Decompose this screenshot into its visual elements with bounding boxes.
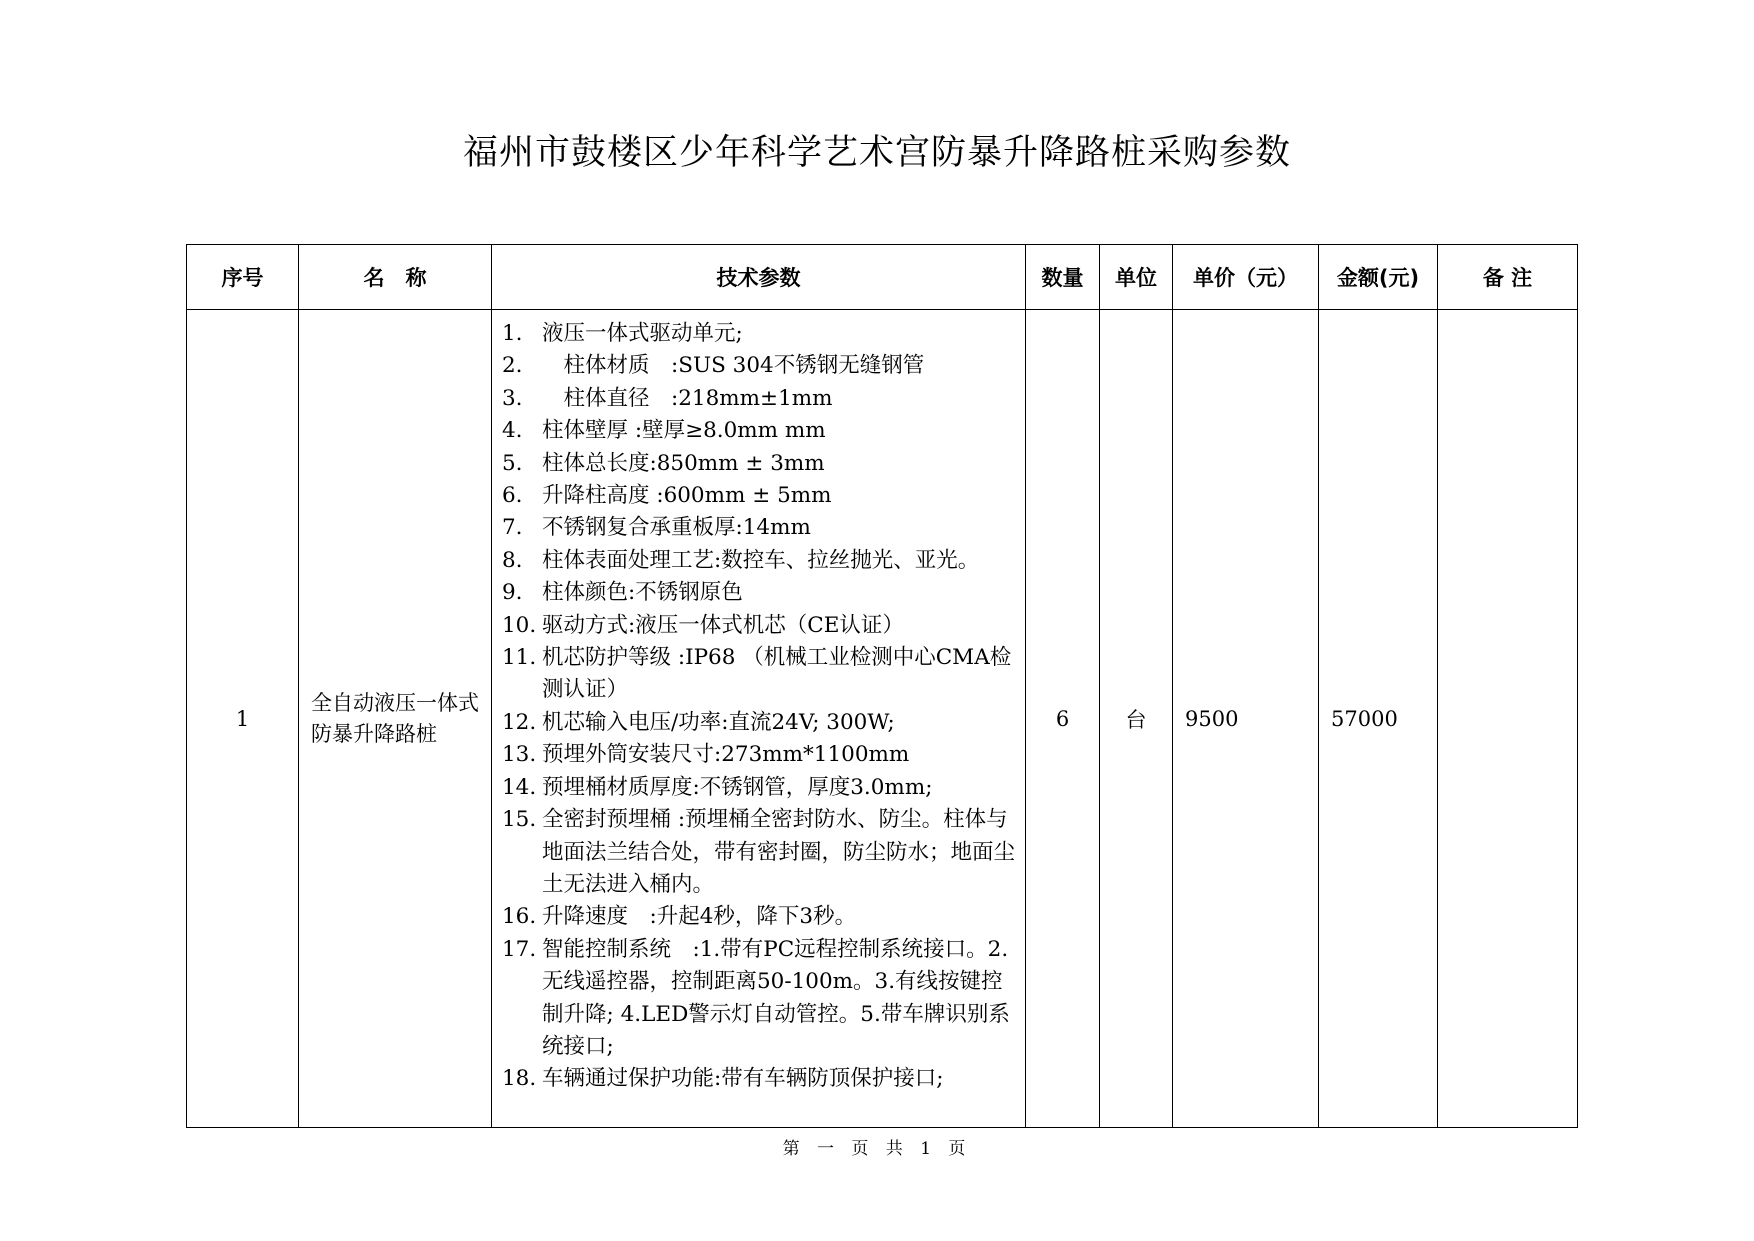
spec-item-number: 8. — [502, 547, 523, 573]
header-row — [187, 245, 1578, 310]
spec-item-text: 升降柱高度 :600mm ± 5mm — [542, 483, 832, 509]
spec-list — [502, 318, 1017, 1096]
spec-item-text: 不锈钢复合承重板厚:14mm — [542, 515, 811, 541]
spec-item-number: 17. — [502, 936, 537, 962]
spec-item — [502, 642, 1017, 707]
spec-item — [502, 772, 1017, 804]
spec-item-text: 驱动方式:液压一体式机芯（CE认证） — [542, 612, 904, 638]
header-amount: 金额(元) — [1319, 245, 1438, 310]
header-unit: 单位 — [1100, 245, 1173, 310]
row-spec-cell — [492, 310, 1026, 1128]
spec-item-text: 机芯输入电压/功率:直流24V; 300W; — [542, 709, 895, 735]
row-amount: 57000 — [1319, 310, 1438, 1128]
row-remark — [1438, 310, 1578, 1128]
spec-item-number: 5. — [502, 450, 523, 476]
row-quantity: 6 — [1026, 310, 1100, 1128]
spec-item — [502, 415, 1017, 447]
spec-item-text: 柱体总长度:850mm ± 3mm — [542, 450, 825, 476]
spec-item-number: 15. — [502, 807, 537, 833]
spec-item-number: 9. — [502, 580, 523, 606]
spec-item — [502, 901, 1017, 933]
header-spec: 技术参数 — [492, 245, 1026, 310]
spec-item-text: 升降速度 :升起4秒，降下3秒。 — [542, 904, 857, 930]
spec-item-number: 18. — [502, 1066, 537, 1092]
header-quantity: 数量 — [1026, 245, 1100, 310]
spec-item — [502, 707, 1017, 739]
spec-item-text: 柱体材质 :SUS 304不锈钢无缝钢管 — [542, 353, 925, 379]
header-unit-price: 单价（元） — [1173, 245, 1319, 310]
spec-item-text: 全密封预埋桶 :预埋桶全密封防水、防尘。柱体与地面法兰结合处，带有密封圈，防尘防水；地面尘土无法进入桶内。 — [542, 807, 1016, 897]
spec-item — [502, 739, 1017, 771]
spec-item-number: 11. — [502, 645, 537, 671]
spec-item-number: 14. — [502, 774, 537, 800]
spec-item — [502, 318, 1017, 350]
spec-item — [502, 383, 1017, 415]
spec-item-number: 7. — [502, 515, 523, 541]
spec-item-text: 预埋外筒安装尺寸:273mm*1100mm — [542, 742, 910, 768]
spec-item — [502, 512, 1017, 544]
table-header — [187, 245, 1578, 310]
spec-item-text: 柱体直径 :218mm±1mm — [542, 385, 833, 411]
spec-item-number: 1. — [502, 321, 523, 346]
spec-item-number: 6. — [502, 483, 523, 509]
spec-item-number: 16. — [502, 904, 537, 930]
spec-item — [502, 804, 1017, 901]
spec-item-number: 13. — [502, 742, 537, 768]
document-title: 福州市鼓楼区少年科学艺术宫防暴升降路桩采购参数 — [462, 133, 1291, 173]
spec-item — [502, 480, 1017, 512]
spec-item-text: 预埋桶材质厚度:不锈钢管，厚度3.0mm; — [542, 774, 933, 800]
spec-item — [502, 350, 1017, 382]
spec-item-text: 车辆通过保护功能:带有车辆防顶保护接口; — [542, 1066, 944, 1092]
row-unit: 台 — [1100, 310, 1173, 1128]
spec-item — [502, 1063, 1017, 1095]
spec-item-text: 柱体壁厚 :壁厚≥8.0mm mm — [542, 418, 826, 444]
row-unit-price: 9500 — [1173, 310, 1319, 1128]
spec-item — [502, 577, 1017, 609]
header-remark: 备 注 — [1438, 245, 1578, 310]
page-footer: 第 一 页 共 1 页 — [782, 1139, 972, 1159]
row-item-name: 全自动液压一体式防暴升降路桩 — [299, 310, 492, 1128]
header-name: 名 称 — [299, 245, 492, 310]
spec-item — [502, 545, 1017, 577]
spec-item — [502, 448, 1017, 480]
spec-item — [502, 934, 1017, 1064]
spec-item-text: 液压一体式驱动单元; — [542, 321, 743, 346]
spec-item-number: 10. — [502, 612, 537, 638]
spec-item-text: 智能控制系统 :1.带有PC远程控制系统接口。2.无线遥控器，控制距离50-100m。3.有线按键控制升降; 4.LED警示灯自动管控。5.带车牌识别系统接口; — [542, 936, 1010, 1059]
spec-item-number: 4. — [502, 418, 523, 444]
spec-item-text: 柱体表面处理工艺:数控车、拉丝抛光、亚光。 — [542, 547, 980, 573]
table-row — [187, 310, 1578, 1128]
procurement-spec-table — [186, 244, 1578, 1128]
row-index: 1 — [187, 310, 299, 1128]
table-body — [187, 310, 1578, 1128]
spec-item-number: 3. — [502, 385, 523, 411]
spec-item-text: 机芯防护等级 :IP68 （机械工业检测中心CMA检测认证） — [542, 645, 1012, 703]
header-index: 序号 — [187, 245, 299, 310]
spec-item-text: 柱体颜色:不锈钢原色 — [542, 580, 743, 606]
spec-item — [502, 610, 1017, 642]
spec-item-number: 12. — [502, 709, 537, 735]
spec-item-number: 2. — [502, 353, 523, 379]
